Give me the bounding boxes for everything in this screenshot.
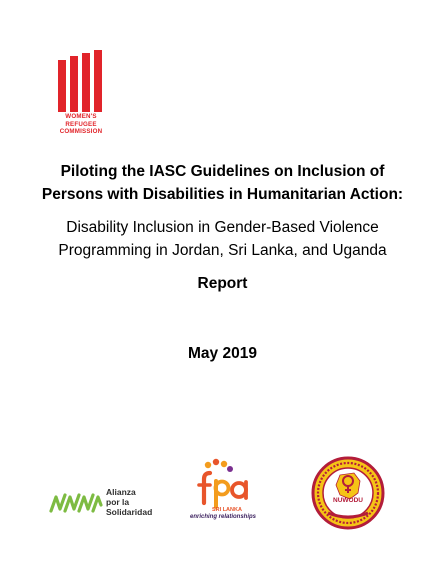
wrc-logo-text [56, 113, 106, 136]
alianza-logo-line: por la [106, 497, 130, 507]
fpa-mark-icon [186, 457, 256, 513]
report-label: Report [197, 275, 248, 292]
alianza-logo-line: Alianza [106, 487, 136, 497]
report-date: May 2019 [188, 345, 257, 362]
fpa-country: SRI LANKA [212, 507, 242, 513]
wrc-logo [56, 50, 106, 146]
fpa-logo [186, 457, 256, 527]
title-line: Piloting the IASC Guidelines on Inclusion of [60, 163, 385, 180]
nuwodu-seal-icon [310, 455, 386, 531]
subtitle-line: Programming in Jordan, Sri Lanka, and Uganda [58, 242, 387, 259]
wrc-bars-mark [56, 50, 106, 112]
wrc-logo-line: WOMEN'S [65, 113, 97, 120]
alianza-logo [48, 484, 168, 520]
subtitle-line: Disability Inclusion in Gender-Based Violence [66, 219, 379, 236]
title-line: Persons with Disabilities in Humanitarian Action: [41, 186, 404, 203]
alianza-logo-text [106, 487, 152, 517]
report-title [20, 160, 425, 206]
wrc-logo-line: REFUGEE [65, 120, 97, 128]
fpa-tagline: enriching relationships [190, 514, 257, 520]
nuwodu-name: NUWODU [333, 497, 363, 504]
alianza-logo-line: Solidaridad [106, 507, 153, 517]
alianza-figures-icon [48, 487, 104, 515]
wrc-logo-line: COMMISSION [59, 128, 103, 136]
report-subtitle [20, 216, 425, 262]
nuwodu-logo [310, 455, 386, 531]
